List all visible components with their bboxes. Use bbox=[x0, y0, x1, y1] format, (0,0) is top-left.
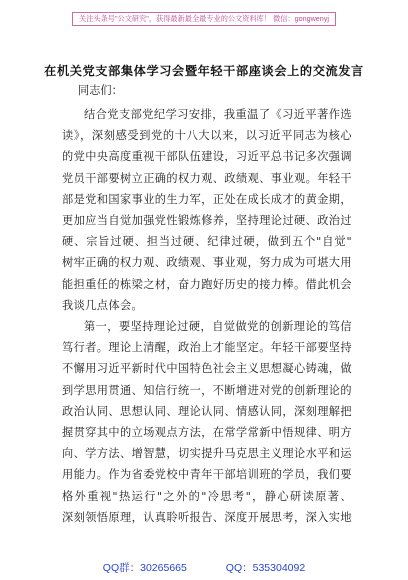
paragraph-line: 深刻领悟原理，认真聆听报告、深度开展思考，深入实地 bbox=[62, 510, 352, 524]
paragraph-line: 能担重任的栋梁之材，奋力跑好历史的接力棒。借此机会 bbox=[62, 277, 352, 291]
paragraph-1 bbox=[62, 104, 352, 316]
paragraph-line: 树牢正确的权力观、政绩观、事业观，努力成为可堪大用 bbox=[62, 256, 352, 270]
paragraph-line: 的党中央高度重视干部队伍建设，习近平总书记多次强调 bbox=[62, 150, 352, 164]
paragraph-line: 结合党支部党纪学习安排，我重温了《习近平著作选 bbox=[84, 108, 352, 121]
paragraph-line: 不懈用习近平新时代中国特色社会主义思想凝心铸魂，做 bbox=[62, 362, 352, 376]
footer-qq-number: QQ：535304092 bbox=[225, 562, 306, 574]
banner-text: 关注头条号"公文研究"，获得最新最全最专业的公文资料库！ 微信：gongwenyj bbox=[72, 12, 336, 26]
paragraph-line: 读》，深刻感受到党的十八大以来，以习近平同志为核心 bbox=[62, 129, 352, 143]
paragraph-line: 格外重视"热运行"之外的"冷思考"，静心研读原著、 bbox=[62, 489, 352, 503]
footer-qq-group: QQ群：30265665 bbox=[102, 562, 187, 574]
paragraph-line: 政治认同、思想认同、理论认同、情感认同，深刻理解把 bbox=[62, 404, 352, 418]
greeting: 同志们： bbox=[78, 84, 123, 97]
footer-contact bbox=[0, 560, 408, 575]
paragraph-line: 握贯穿其中的立场观点方法，在常学常新中悟规律、明方 bbox=[62, 425, 352, 439]
paragraph-line: 党员干部要树立正确的权力观、政绩观、事业观。年轻干 bbox=[62, 171, 352, 185]
paragraph-2 bbox=[62, 316, 352, 528]
paragraph-line: 我谈几点体会。 bbox=[62, 298, 144, 312]
header-banner bbox=[0, 6, 408, 26]
paragraph-line: 用能力。作为省委党校中青年干部培训班的学员，我们要 bbox=[62, 468, 352, 482]
document-title: 在机关党支部集体学习会暨年轻干部座谈会上的交流发言 bbox=[44, 64, 364, 78]
paragraph-line: 硬、宗旨过硬、担当过硬、纪律过硬，做到五个"自觉" bbox=[62, 235, 352, 249]
paragraph-line: 第一，要坚持理论过硬，自觉做党的创新理论的笃信 bbox=[84, 320, 352, 333]
paragraph-line: 向、学方法、增智慧，切实提升马克思主义理论水平和运 bbox=[62, 447, 352, 461]
paragraph-line: 到学思用贯通、知信行统一，不断增进对党的创新理论的 bbox=[62, 383, 352, 397]
paragraph-line: 更加应当自觉加强党性锻炼修养，坚持理论过硬、政治过 bbox=[62, 213, 352, 227]
paragraph-line: 笃行者。理论上清醒，政治上才能坚定。年轻干部要坚持 bbox=[62, 341, 352, 355]
paragraph-line: 部是党和国家事业的生力军，正处在成长成才的黄金期， bbox=[62, 192, 352, 206]
